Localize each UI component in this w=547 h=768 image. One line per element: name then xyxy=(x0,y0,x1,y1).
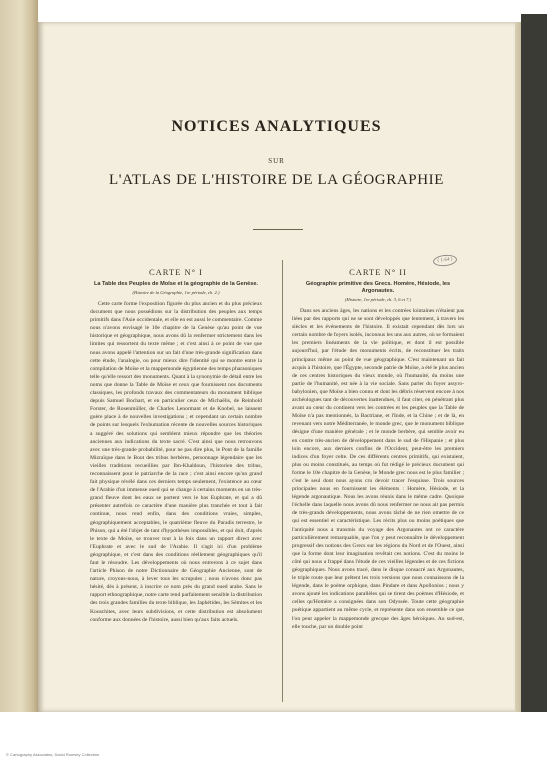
column-carte-2 xyxy=(292,267,464,707)
column-subtitle: La Table des Peuples de Moïse et la géographie de la Genèse. xyxy=(93,281,259,287)
collection-credit: © Cartography Associates, David Rumsey Collection xyxy=(6,752,100,757)
column-subtitle: Géographie primitive des Grecs. Homère, Hésiode, les Argonautes. xyxy=(305,281,451,294)
column-reference: (Histoire de la Géographie, 1re période, ch. 2.) xyxy=(132,290,220,295)
pencil-annotation: ( 1-64 ) xyxy=(432,254,457,267)
column-carte-1 xyxy=(90,267,262,707)
book-binding-left xyxy=(0,0,38,722)
column-body-text: Cette carte forme l'exposition figurée du plus ancien et du plus précieux document que nous possédions sur la distribution des peuples aux temps primitifs dans l'Asie occidentale, et elle en est aussi le commentaire. Comme nous n'avons envisagé le 10e chapitre de la Genèse qu'au point de vue historique et géographique, nous avons dû la renfermer strictement dans les limites qui ressortent du texte même ; et c'est ainsi à ce point de vue que nous avons appelé l'attention sur un fait d'une très-grande signification dans cette étude, l'analogie, ou pour mieux dire l'identité qui se montre entre la compilation de Moïse et la mappemonde égyptienne des temps pharaoniques telle qu'elle ressort des monuments. Quant à la synonymie de détail entre les noms que donne la Table de Moïse et ceux que fournissent nos documents classiques, les profonds travaux des commentateurs du monument biblique depuis Samuel Bochart, et en particulier ceux de Michaëlis, de Reinhold Forster, de Rosenmüller, de Charles Lenormant et de Knobel, ne laissent guère place à de nouvelles investigations ; et cependant un certain nombre de points sur lesquels l'exhumation récente de nouvelles sources historiques a suggéré des solutions qui semblent mieux répondre que les théories anciennes aux indications du texte sacré. C'est ainsi que nous retrouvons avec une très-grande probabilité, pour ne pas dire plus, le Pont de la famille Mizraïque dans le Bout des tribus berbères, personnage légendaire que les vieilles traditions recueillies par Ibn-Khaldoun, l'historien des tribus, reconnaissent pour le patriarche de la race ; c'est ainsi encore qu'un grand fait physique révélé dans ces derniers temps seulement, l'existence au cœur de l'Arabie d'un immense oued qui se change à certains moments en un très-grand fleuve dont les eaux se portent vers le bas Euphrate, et qui a dû présenter autrefois ce caractère d'une manière plus tranchée et tout à fait continue, nous rend enfin, dans des conditions vraies, simples, géographiquement acceptables, le quatrième fleuve du Paradis terrestre, le Phison, qui a été l'objet de tant d'hypothèses impossibles, et qui doit, d'après le texte de Moïse, se trouver tout à la fois dans un rapport direct avec l'Euphrate et avec le sud de l'Arabie. Il s'agit ici d'un problème géographique, et c'est dans des conditions réellement géographiques qu'il faut le résoudre. Les développements où nous entrerons à ce sujet dans l'article Phison de notre Dictionnaire de Géographie Ancienne, sont de nature, croyons-nous, à lever tous les scrupules ; nous n'avons donc pas hésité, dès à présent, à inscrire ce nom près du grand oued arabe. Sans le rapport ethnographique, notre carte rend parfaitement sensible la distribution des trois grandes familles du texte biblique, les Japhétides, les Sémites et les Kouschites, avec leurs subdivisions, et cette distribution est absolument conforme aux données de l'histoire, aussi bien qu'aux faits actuels. xyxy=(90,301,262,623)
title-connector: SUR xyxy=(268,157,285,165)
document-subtitle: L'ATLAS DE L'HISTOIRE DE LA GÉOGRAPHIE xyxy=(109,172,444,188)
document-title: NOTICES ANALYTIQUES xyxy=(171,118,382,135)
column-divider xyxy=(282,260,283,702)
book-cover-back xyxy=(521,14,547,712)
title-rule xyxy=(253,229,303,230)
column-reference: (Histoire, 1re période, ch. 3, 6 et 7.) xyxy=(344,297,412,302)
column-body-text: Dans ses anciens âges, les nations et les contrées lointaines n'étaient pas liées par des rapports qui ne se sont développés que lentement, à travers les siècles et les événements de l'histoire. Il existait cependant dès lors un certain nombre de foyers isolés, inconnus les uns aux autres, où se formaient les premiers linéaments de la vie politique, et dont il est possible aujourd'hui, par l'étude des monuments écrits, de reconstituer les traits principaux même au point de vue géographique. C'est maintenant un fait acquis à l'histoire, que l'Égypte, seconde patrie de Moïse, a été le plus ancien de ces centres historiques du vieux monde, où l'humanité, du moins une partie de l'humanité, est née à la vie sociale. Sans parler du foyer assyro-babylonien, que Moïse a bien connu et dont les débris réservent encore à nos archéologues tant de découvertes inattendues, il faut citer, en pénétrant plus avant au cœur du continent vers les contrées et les peuples que la Table de Moïse n'a pas mentionnés, la Bactriane, et l'Inde, et la Chine ; et de là, en revenant vers notre Méditerranée, le monde grec, que le monument biblique désigne d'une manière générale ; et le monde berbère, qui semble avoir eu en contre très-ancien de développement dans le sud de l'Hispanie ; et plus loin encore, aux derniers confins de l'Occident, peut-être les premiers indices d'un foyer celte. De ces différents centres primitifs, qui existaient, plus ou moins constitués, au temps où fut rédigé le précieux document qui forme le 10e chapitre de la Genèse, le Monde grec nous est le plus familier ; c'est le seul dont nous ayons cru devoir tracer l'esquisse. Trois sources principales nous en fournissent les éléments : Homère, Hésiode, et la légende argonautique. Nous les avons réunis dans le même cadre. Quoique l'échelle dans laquelle nous avons dû nous renfermer ne nous ait pas permis de très-grands développements, nous avons tâché de ne rien omettre de ce qui est essentiel et caractéristique. Les récits plus ou moins poétiques que l'antiquité nous a transmis du voyage des Argonautes ont ce caractère particulièrement remarquable, que l'on y peut reconnaître le développement progressif des notions des Grecs sur les régions du Nord et de l'Ouest, ainsi que la forme dont leur imagination revêtait ces notions. C'est du moins le côté qui nous a frappé dans l'étude de ces vieilles légendes et de ces fictions géographiques. Nous avons tracé, dans le disque consacré aux Argonautes, le triple route que leur prêtent les trois versions que nous connaissons de la légende, dans le poème orphique, dans Pindare et dans Apollonius ; nous y avons ajouté les indications parallèles qui se tirent des poèmes d'Hésiode, et celles qu'Homère a consignées dans son Odyssée. Toute cette géographie poétique appartient au même cycle, et représente dans son ensemble ce que l'on peut appeler la mappemonde grecque des âges héroïques. Au sud-est, elle touche, par un double point xyxy=(292,308,464,630)
column-heading: CARTE N° II xyxy=(349,267,407,277)
document-page xyxy=(38,22,515,712)
scan-margin xyxy=(0,712,547,768)
column-heading: CARTE N° I xyxy=(149,267,203,277)
